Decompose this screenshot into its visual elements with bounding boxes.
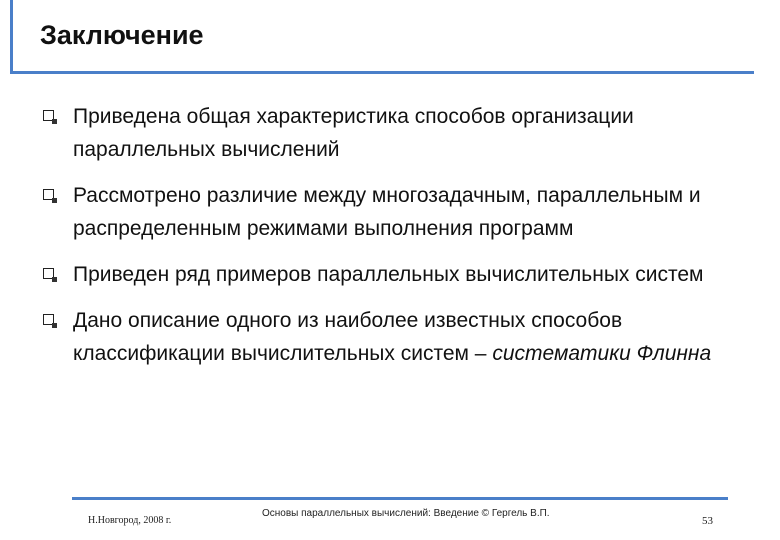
bullet-text: Приведен ряд примеров параллельных вычислительных систем	[73, 263, 704, 286]
bullet-emphasis: систематики Флинна	[492, 342, 712, 365]
checkbox-bullet-icon	[43, 268, 54, 279]
footer-course-title: Основы параллельных вычислений: Введение © Гергель В.П.	[262, 508, 550, 519]
bullet-item	[40, 179, 740, 245]
bullet-text: Приведена общая характеристика способов организации параллельных вычислений	[73, 105, 634, 161]
bullet-text: Рассмотрено различие между многозадачным, параллельным и распределенным режимами выполнения программ	[73, 184, 701, 240]
bullet-list	[40, 100, 740, 383]
bullet-item	[40, 258, 740, 291]
checkbox-bullet-icon	[43, 189, 54, 200]
page-number: 53	[702, 515, 713, 527]
footer-location-date: Н.Новгород, 2008 г.	[88, 515, 172, 526]
footer-divider	[72, 497, 728, 500]
slide-title: Заключение	[40, 20, 204, 50]
bullet-text: Дано описание одного из наиболее известных способов классификации вычислительных систем –	[73, 309, 623, 365]
checkbox-bullet-icon	[43, 110, 54, 121]
bullet-item	[40, 100, 740, 166]
bullet-item	[40, 304, 740, 370]
checkbox-bullet-icon	[43, 314, 54, 325]
